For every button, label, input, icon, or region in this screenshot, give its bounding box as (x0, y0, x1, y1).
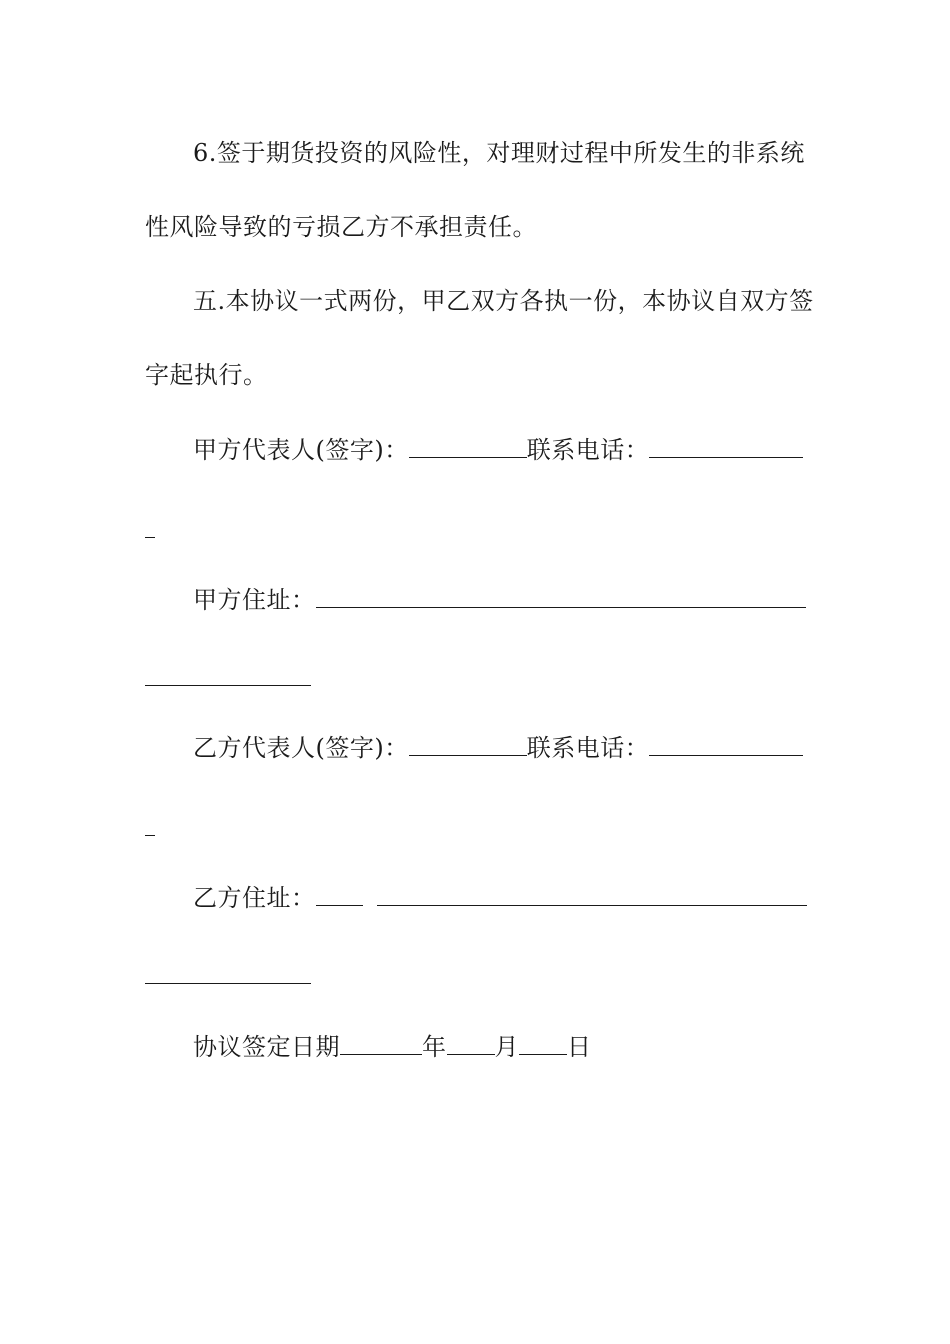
party-b-rep-row (193, 733, 807, 763)
date-label: 协议签定日期 (193, 1033, 340, 1061)
party-a-phone-field[interactable] (649, 435, 803, 458)
party-b-address-field-continuation[interactable] (145, 982, 311, 984)
clause-5-line-2: 字起执行。 (145, 361, 268, 389)
party-b-phone-field-continuation[interactable] (145, 834, 155, 836)
party-a-address-field-continuation[interactable] (145, 684, 311, 686)
date-year-field[interactable] (340, 1032, 422, 1055)
party-a-address-row (193, 585, 807, 615)
party-b-phone-label: 联系电话： (526, 734, 650, 762)
clause-6-line-2: 性风险导致的亏损乙方不承担责任。 (145, 213, 537, 241)
party-a-rep-row (193, 435, 807, 465)
party-a-phone-label: 联系电话： (526, 436, 650, 464)
party-a-signature-field[interactable] (409, 435, 527, 458)
party-a-address-label: 甲方住址： (193, 586, 316, 614)
date-month-field[interactable] (447, 1032, 495, 1055)
date-month-unit: 月 (494, 1033, 519, 1061)
party-b-rep-label: 乙方代表人(签字)： (193, 734, 409, 762)
party-b-address-field-short[interactable] (316, 883, 363, 906)
party-b-address-label: 乙方住址： (193, 884, 316, 912)
party-a-phone-field-continuation[interactable] (145, 536, 155, 538)
party-b-address-row (193, 883, 807, 913)
party-b-signature-field[interactable] (409, 733, 527, 756)
party-a-address-field[interactable] (316, 585, 806, 608)
clause-5-line-1: 五.本协议一式两份，甲乙双方各执一份，本协议自双方签 (193, 287, 814, 315)
party-b-phone-field[interactable] (649, 733, 803, 756)
date-day-field[interactable] (519, 1032, 567, 1055)
clause-6-line-1: 6.签于期货投资的风险性，对理财过程中所发生的非系统 (193, 139, 805, 167)
date-day-unit: 日 (567, 1033, 592, 1061)
date-year-unit: 年 (422, 1033, 447, 1061)
party-b-address-field[interactable] (377, 883, 807, 906)
party-a-rep-label: 甲方代表人(签字)： (193, 436, 409, 464)
agreement-date-row (193, 1032, 807, 1062)
